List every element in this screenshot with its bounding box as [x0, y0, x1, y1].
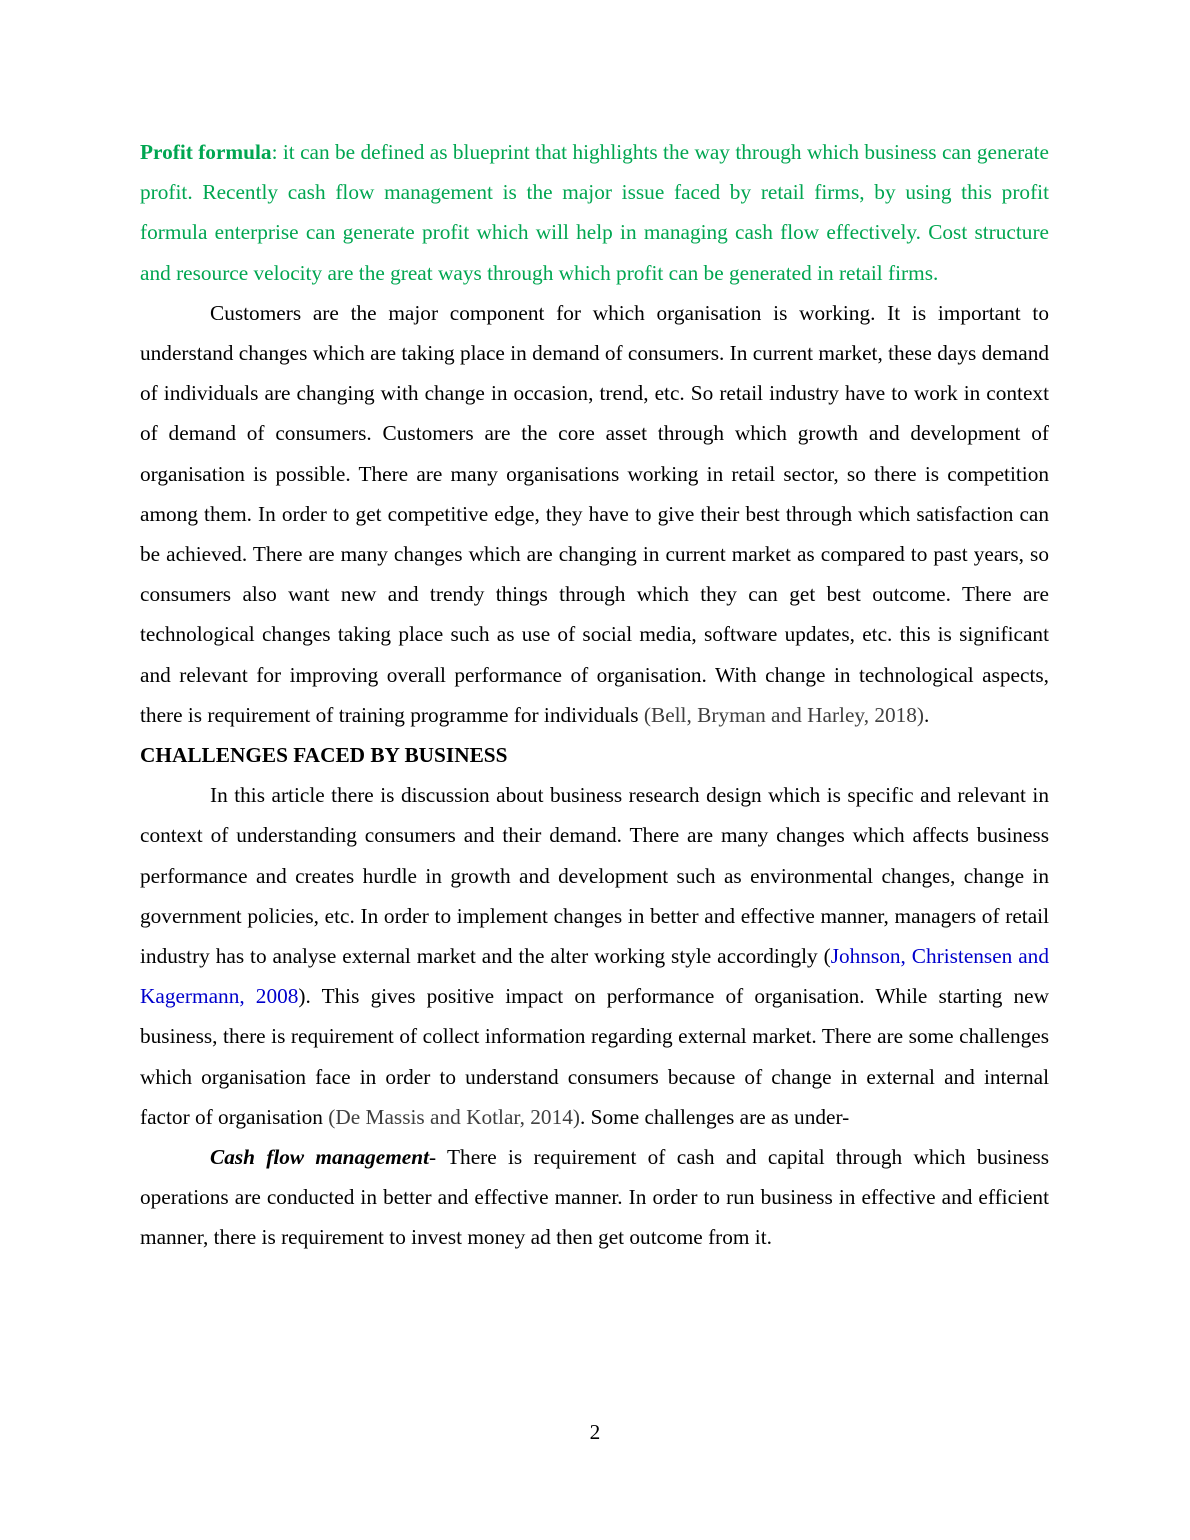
challenges-paragraph	[140, 775, 1049, 1137]
citation-johnson[interactable]: Johnson, Christensen and Kagermann, 2008	[140, 944, 1049, 1009]
challenges-text-1: In this article there is discussion about business research design which is specific and relevant in context of understanding consumers and their demand. There are many changes which affects business performance and creates hurdle in growth and development such as environmental changes, change in government policies, etc. In order to implement changes in better and effective manner, managers of retail industry has to analyse external market and the alter working style accordingly (	[140, 783, 1049, 969]
page-number: 2	[589, 1420, 601, 1444]
citation-bell: (Bell, Bryman and Harley, 2018)	[643, 702, 925, 727]
cash-flow-term: Cash flow management	[210, 1145, 430, 1170]
cash-flow-text: - There is requirement of cash and capital through which business operations are conducted in better and effective manner. In order to run business in effective and efficient manner, there is requirement to invest money ad then get outcome from it.	[140, 1145, 1049, 1250]
section-heading-challenges: CHALLENGES FACED BY BUSINESS	[140, 743, 508, 768]
profit-formula-paragraph	[140, 132, 1049, 293]
customers-paragraph	[140, 293, 1049, 735]
challenges-text-2: ). This gives positive impact on performance of organisation. While starting new business, there is requirement of collect information regarding external market. There are some challenges which organisation face in order to understand consumers because of change in external and internal factor of organisation	[140, 984, 1049, 1129]
profit-formula-colon: :	[271, 140, 278, 164]
profit-formula-text: it can be defined as blueprint that highlights the way through which business can generate profit. Recently cash flow management is the major issue faced by retail firms, by using this profit formula enterprise can generate profit which will help in managing cash flow effectively. Cost structure and resource velocity are the great ways through which profit can be generated in retail firms.	[140, 140, 1049, 285]
challenges-text-3: . Some challenges are as under-	[579, 1104, 850, 1129]
document-body	[140, 132, 1049, 1258]
cash-flow-paragraph	[140, 1137, 1049, 1258]
citation-de-massis: (De Massis and Kotlar, 2014)	[328, 1104, 580, 1129]
customers-end: .	[924, 702, 930, 727]
profit-formula-term: Profit formula	[140, 140, 272, 164]
customers-text: Customers are the major component for which organisation is working. It is important to understand changes which are taking place in demand of consumers. In current market, these days demand of individuals are changing with change in occasion, trend, etc. So retail industry have to work in context of demand of consumers. Customers are the core asset through which growth and development of organisation is possible. There are many organisations working in retail sector, so there is competition among them. In order to get competitive edge, they have to give their best through which satisfaction can be achieved. There are many changes which are changing in current market as compared to past years, so consumers also want new and trendy things through which they can get best outcome. There are technological changes taking place such as use of social media, software updates, etc. this is significant and relevant for improving overall performance of organisation. With change in technological aspects, there is requirement of training programme for individuals	[140, 300, 1049, 727]
